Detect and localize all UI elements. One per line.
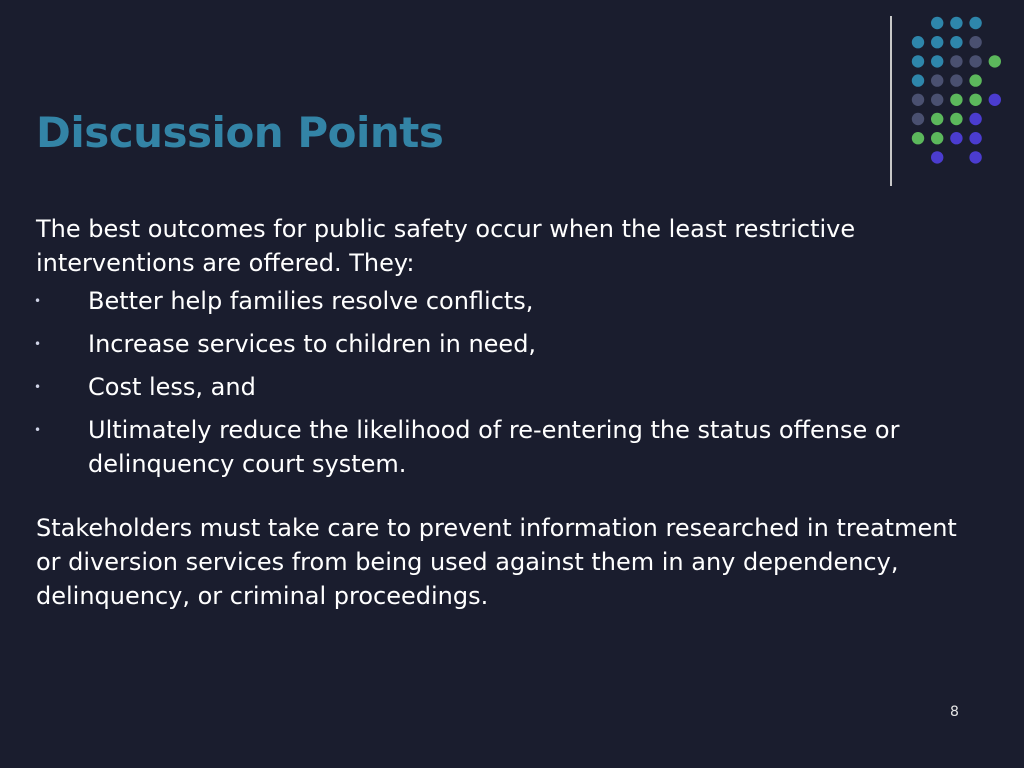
decorative-dot xyxy=(969,132,981,144)
decorative-dot xyxy=(931,36,943,48)
decorative-dot xyxy=(912,55,924,67)
decorative-dot xyxy=(931,151,943,163)
bullet-text: Cost less, and xyxy=(88,373,256,401)
decorative-dot xyxy=(931,132,943,144)
decorative-dot xyxy=(912,36,924,48)
bullet-item xyxy=(36,370,976,404)
closing-paragraph: Stakeholders must take care to prevent information researched in treatment or diversion services from being used against them in any dependency, delinquency, or criminal proceedings. xyxy=(36,514,957,610)
decorative-dot xyxy=(950,74,962,86)
decorative-dot xyxy=(969,55,981,67)
bullet-marker: • xyxy=(34,380,42,394)
decorative-dot xyxy=(912,113,924,125)
decorative-dot xyxy=(969,17,981,29)
decorative-dot xyxy=(950,55,962,67)
bullet-list xyxy=(36,284,976,481)
title-divider-line xyxy=(890,16,892,186)
bullet-text: Increase services to children in need, xyxy=(88,330,537,358)
decorative-dot xyxy=(969,94,981,106)
page-number: 8 xyxy=(950,704,959,720)
decorative-dot xyxy=(950,132,962,144)
decorative-dot xyxy=(950,36,962,48)
bullet-marker: • xyxy=(34,337,42,351)
bullet-item xyxy=(36,413,976,481)
decorative-dot xyxy=(931,55,943,67)
decorative-dot xyxy=(950,17,962,29)
bullet-marker: • xyxy=(34,423,42,437)
decorative-dot xyxy=(931,94,943,106)
decorative-dot xyxy=(989,55,1001,67)
slide-title: Discussion Points xyxy=(36,108,444,157)
bullet-item xyxy=(36,284,976,318)
decorative-dot xyxy=(950,94,962,106)
decorative-dot xyxy=(969,151,981,163)
decorative-dot xyxy=(912,74,924,86)
bullet-text: Better help families resolve conflicts, xyxy=(88,287,534,315)
decorative-dot xyxy=(912,132,924,144)
decorative-dot xyxy=(969,36,981,48)
bullet-text: Ultimately reduce the likelihood of re-entering the status offense or delinquency court system. xyxy=(88,416,900,478)
decorative-dot xyxy=(931,113,943,125)
bullet-item xyxy=(36,327,976,361)
decorative-dot xyxy=(931,74,943,86)
decorative-dot xyxy=(989,94,1001,106)
decorative-dot xyxy=(950,113,962,125)
dot-grid-graphic xyxy=(906,12,1006,172)
decorative-dot xyxy=(912,94,924,106)
slide-body xyxy=(36,212,976,613)
decorative-dot xyxy=(969,74,981,86)
decorative-dot-grid xyxy=(906,12,1006,172)
decorative-dot xyxy=(931,17,943,29)
decorative-dot xyxy=(969,113,981,125)
intro-paragraph: The best outcomes for public safety occur when the least restrictive interventions are offered. They: xyxy=(36,215,856,277)
bullet-marker: • xyxy=(34,294,42,308)
